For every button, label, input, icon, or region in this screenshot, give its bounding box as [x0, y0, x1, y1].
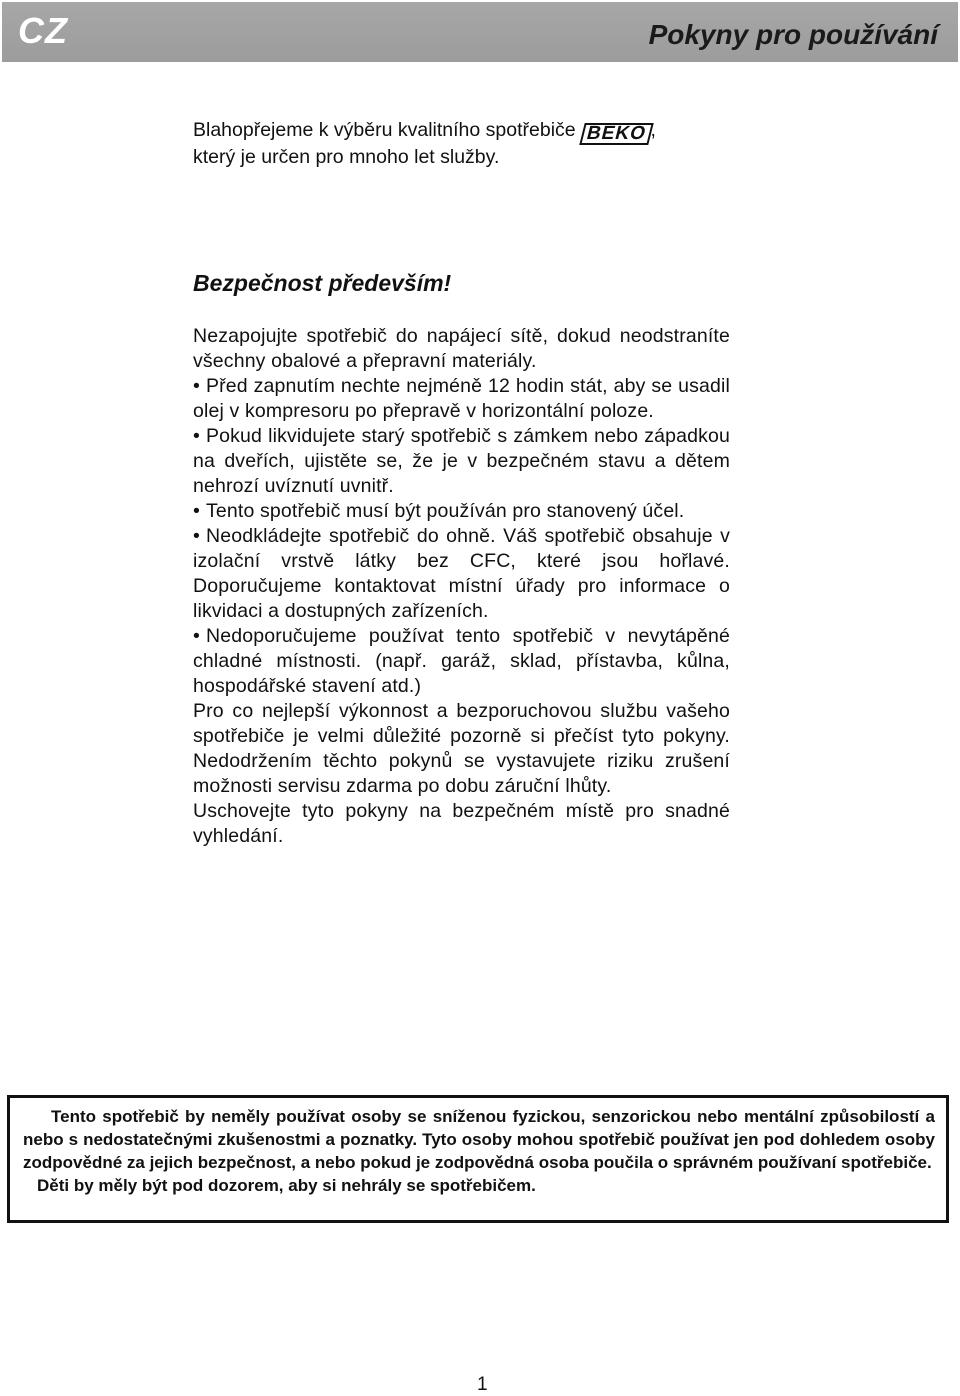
safety-paragraph: Nezapojujte spotřebič do napájecí sítě, dokud neodstraníte všechny obalové a přepravní materiály.: [193, 325, 730, 372]
warning-notice-box: [7, 1095, 949, 1223]
page-number: 1: [477, 1374, 488, 1395]
welcome-line-2: který je určen pro mnoho let služby.: [193, 146, 500, 168]
bullet-icon: •: [193, 625, 200, 647]
safety-bullet-item: • Pokud likvidujete starý spotřebič s zámkem nebo západkou na dveřích, ujistěte se, že je v bezpečném stavu a dětem nehrozí uvíznutí uvnitř.: [193, 425, 730, 497]
bullet-icon: •: [193, 375, 200, 397]
safety-bullet-item: • Neodkládejte spotřebič do ohně. Váš spotřebič obsahuje v izolační vrstvě látky bez CFC, které jsou hořlavé. Doporučujeme kontaktovat místní úřady pro informace o likvidaci a dostupných zařízeních.: [193, 525, 730, 622]
bullet-icon: •: [193, 425, 200, 447]
safety-bullet-item: • Nedoporučujeme používat tento spotřebič v nevytápěné chladné místnosti. (např. garáž, sklad, přístavba, kůlna, hospodářské stavení atd.): [193, 625, 730, 697]
safety-bullet-item: • Tento spotřebič musí být používán pro stanovený účel.: [193, 500, 685, 522]
safety-bullet-item: • Před zapnutím nechte nejméně 12 hodin stát, aby se usadil olej v kompresoru po přepravě v horizontální poloze.: [193, 375, 730, 422]
safety-paragraph: Uschovejte tyto pokyny na bezpečném místě pro snadné vyhledání.: [193, 800, 730, 847]
safety-paragraph: Pro co nejlepší výkonnost a bezporuchovou službu vašeho spotřebiče je velmi důležité pozorně si přečíst tyto pokyny. Nedodržením těchto pokynů se vystavujete riziku zrušení možnosti servisu zdarma po dobu záruční lhůty.: [193, 700, 730, 797]
welcome-line-1: Blahopřejeme k výběru kvalitního spotřebiče: [193, 119, 576, 141]
brand-logo: BEKO: [579, 123, 653, 145]
bullet-icon: •: [193, 500, 200, 522]
language-code: CZ: [18, 10, 68, 51]
welcome-text: [193, 118, 733, 170]
safety-heading: Bezpečnost především!: [193, 270, 452, 296]
page-title: Pokyny pro používání: [648, 19, 938, 50]
notice-paragraph: Tento spotřebič by neměly používat osoby se sníženou fyzickou, senzorickou nebo mentální způsobilostí a nebo s nedostatečnými zkušenostmi a poznatky. Tyto osoby mohou spotřebič používat jen pod dohledem osoby zodpovědné za jejich bezpečnost, a nebo pokud je zodpovědná osoba poučila o správném používaní spotřebiče.: [23, 1107, 935, 1172]
bullet-icon: •: [193, 525, 200, 547]
welcome-comma: ,: [650, 119, 656, 141]
page-header: [2, 2, 958, 62]
safety-instructions: [193, 324, 730, 849]
notice-children-warning: Děti by měly být pod dozorem, aby si nehrály se spotřebičem.: [37, 1176, 536, 1195]
